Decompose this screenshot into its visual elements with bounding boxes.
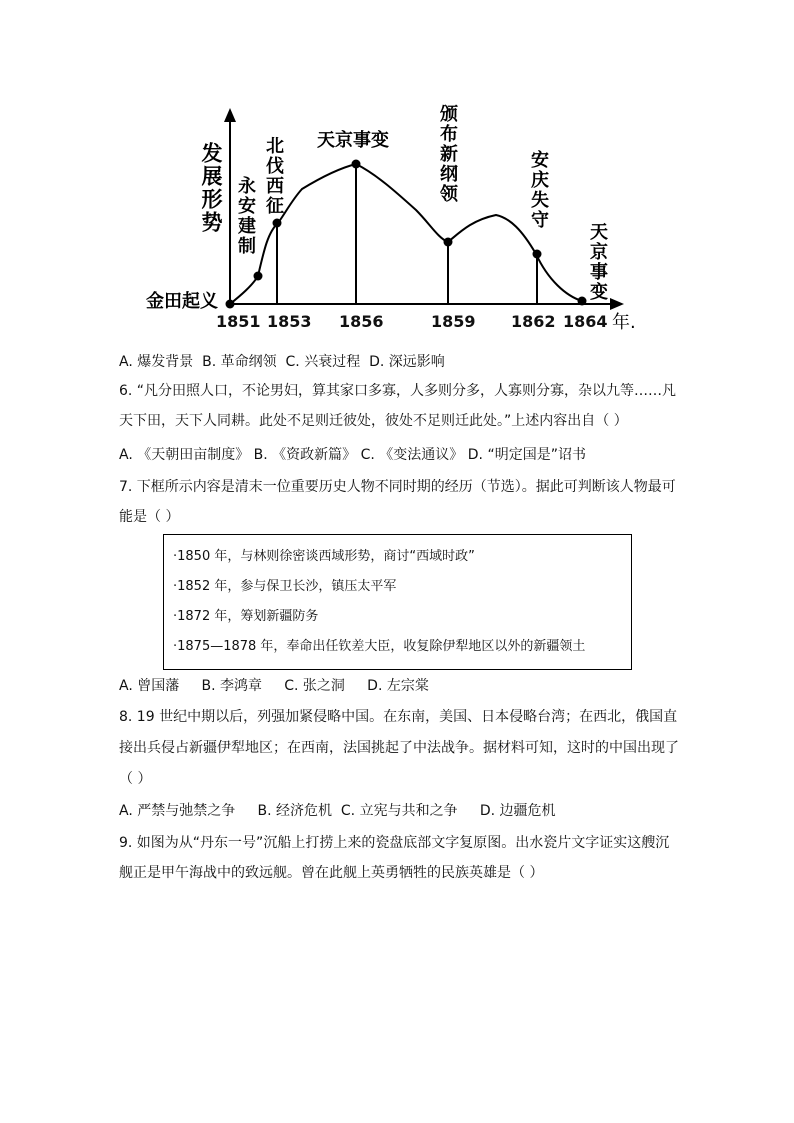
q5-options: A. 爆发背景 B. 革命纲领 C. 兴衰过程 D. 深远影响: [119, 354, 445, 370]
q7-box-item: ·1850 年，与林则徐密谈西域形势，商讨“西域时政”: [173, 549, 475, 564]
q7-stem-line2: 能是（ ）: [119, 509, 180, 525]
q6-stem-line2: 天下田，天下人同耕。此处不足则迁彼处，彼处不足则迁此处。”上述内容出自（ ）: [119, 413, 628, 429]
q7-box-item: ·1852 年，参与保卫长沙，镇压太平军: [173, 579, 397, 594]
x-tick-1859: 1859: [431, 312, 476, 331]
x-tick-1864: 1864: [563, 312, 608, 331]
event-point: [352, 160, 361, 169]
q9-stem-line2: 舰正是甲午海战中的致远舰。曾在此舰上英勇牺牲的民族英雄是（ ）: [119, 865, 544, 881]
event-point: [254, 272, 263, 281]
x-tick-1851: 1851: [216, 312, 261, 331]
event-point: [444, 238, 453, 247]
q8-stem-line1: 8. 19 世纪中期以后，列强加紧侵略中国。在东南，美国、日本侵略台湾；在西北，俄国直: [119, 709, 678, 725]
event-label-tianjing-1864: 天京事变: [587, 222, 608, 302]
event-label-beifa: 北伐西征: [263, 136, 284, 216]
q7-stem-line1: 7. 下框所示内容是清末一位重要历史人物不同时期的经历（节选）。据此可判断该人物最可: [119, 479, 676, 495]
q8-stem-line3: （ ）: [119, 771, 152, 787]
q7-box-item: ·1875—1878 年，奉命出任钦差大臣，收复除伊犁地区以外的新疆领土: [173, 639, 586, 654]
event-point: [273, 219, 282, 228]
event-label-anqing: 安庆失守: [528, 150, 549, 230]
event-label-tianjing-1856: 天京事变: [317, 130, 389, 151]
event-point: [533, 250, 542, 259]
q7-options: A. 曾国藩 B. 李鸿章 C. 张之洞 D. 左宗棠: [119, 678, 429, 694]
event-label-new-program: 颁布新纲领: [437, 104, 458, 204]
q8-stem-line2: 接出兵侵占新疆伊犁地区；在西南，法国挑起了中法战争。据材料可知，这时的中国出现了: [119, 740, 679, 756]
x-axis-label: 年.: [612, 312, 636, 333]
x-tick-1862: 1862: [511, 312, 556, 331]
q6-options: A. 《天朝田亩制度》 B. 《资政新篇》 C. 《变法通议》 D. “明定国是”诏书: [119, 447, 586, 463]
x-axis-arrow: [610, 298, 624, 310]
y-axis-arrow: [224, 108, 236, 122]
taiping-development-chart: [140, 100, 660, 340]
q7-box-item: ·1872 年，筹划新疆防务: [173, 609, 319, 624]
q7-experience-box: [163, 534, 632, 670]
y-axis-label: 发展形势: [199, 142, 223, 234]
q9-stem-line1: 9. 如图为从“丹东一号”沉船上打捞上来的瓷盘底部文字复原图。出水瓷片文字证实这艘沉: [119, 835, 670, 851]
event-point: [226, 300, 235, 309]
q6-stem-line1: 6. “凡分田照人口，不论男妇，算其家口多寡，人多则分多，人寡则分寡，杂以九等……凡: [119, 383, 677, 399]
event-label-yongan: 永安建制: [235, 176, 256, 256]
event-label-jintian: 金田起义: [146, 291, 218, 312]
event-point: [578, 297, 587, 306]
x-tick-1853: 1853: [267, 312, 312, 331]
x-tick-1856: 1856: [339, 312, 384, 331]
q8-options: A. 严禁与弛禁之争 B. 经济危机 C. 立宪与共和之争 D. 边疆危机: [119, 803, 556, 819]
